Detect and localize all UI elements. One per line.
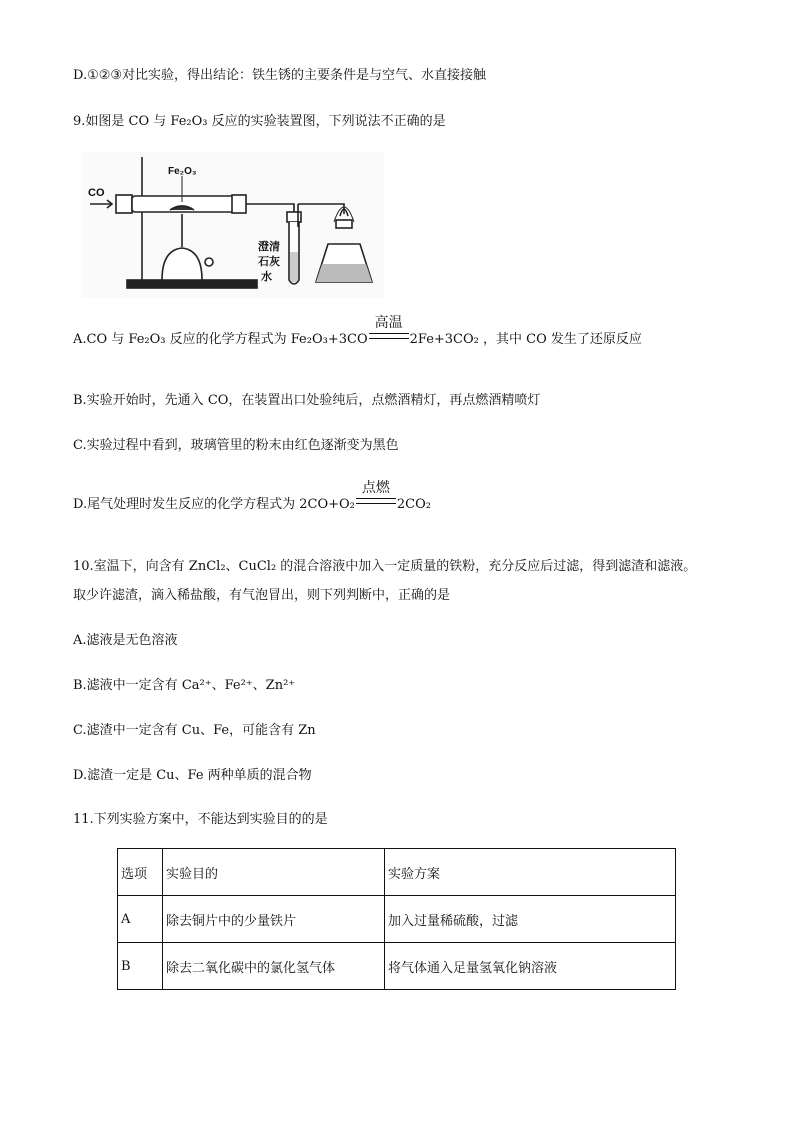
limewater-label-2: 石灰: [258, 255, 280, 268]
q10-option-b: B.滤液中一定含有 Ca²⁺、Fe²⁺、Zn²⁺: [73, 678, 296, 693]
table-row: [118, 896, 676, 943]
q8-option-d: D.①②③对比实验，得出结论：铁生锈的主要条件是与空气、水直接接触: [73, 68, 487, 83]
q9-stem: 9.如图是 CO 与 Fe₂O₃ 反应的实验装置图，下列说法不正确的是: [73, 114, 446, 129]
co-inlet-label: CO: [88, 187, 105, 199]
q9-option-a-lhs: Fe₂O₃+3CO: [290, 332, 368, 347]
cell-option: B: [118, 943, 163, 990]
q10-option-d: D.滤渣一定是 Cu、Fe 两种单质的混合物: [73, 768, 312, 783]
q9-option-d-lhs: 2CO+O₂: [299, 497, 355, 512]
table-row: [118, 943, 676, 990]
q9-option-a-rhs: 2Fe+3CO₂: [409, 332, 479, 347]
header-option: 选项: [118, 849, 163, 896]
q10-stem-line1: 10.室温下，向含有 ZnCl₂、CuCl₂ 的混合溶液中加入一定质量的铁粉，充分反应后过滤，得到滤渣和滤液。: [73, 559, 697, 574]
cell-plan: 加入过量稀硫酸，过滤: [385, 896, 676, 943]
header-purpose: 实验目的: [163, 849, 385, 896]
q9-option-a-suffix: ，其中 CO 发生了还原反应: [478, 332, 642, 347]
q9-option-c: C.实验过程中看到，玻璃管里的粉末由红色逐渐变为黑色: [73, 438, 399, 453]
equals-bar-icon: [356, 498, 396, 504]
condition-label: 点燃: [361, 480, 390, 496]
limewater-label-3: 水: [261, 270, 272, 283]
limewater-label-1: 澄清: [258, 240, 280, 253]
q10-option-c: C.滤渣中一定含有 Cu、Fe，可能含有 Zn: [73, 723, 316, 738]
q11-table: [117, 848, 676, 990]
q9-option-d: [73, 480, 431, 514]
table-header-row: [118, 849, 676, 896]
q9-option-b: B.实验开始时，先通入 CO，在装置出口处验纯后，点燃酒精灯，再点燃酒精喷灯: [73, 393, 541, 408]
cell-purpose: 除去铜片中的少量铁片: [163, 896, 385, 943]
fe2o3-label: Fe₂O₃: [168, 166, 197, 177]
reaction-condition-high-temp: [369, 315, 409, 349]
q10-option-a: A.滤液是无色溶液: [73, 633, 178, 648]
cell-plan: 将气体通入足量氢氧化钠溶液: [385, 943, 676, 990]
q9-option-a-prefix: A.CO 与 Fe₂O₃ 反应的化学方程式为: [73, 332, 291, 347]
q9-option-d-prefix: D.尾气处理时发生反应的化学方程式为: [73, 497, 300, 512]
q10-stem-line2: 取少许滤渣，滴入稀盐酸，有气泡冒出，则下列判断中，正确的是: [73, 588, 451, 603]
q11-stem: 11.下列实验方案中，不能达到实验目的的是: [73, 812, 328, 827]
cell-option: A: [118, 896, 163, 943]
cell-purpose: 除去二氧化碳中的氯化氢气体: [163, 943, 385, 990]
equals-bar-icon: [369, 333, 409, 339]
condition-label: 高温: [374, 315, 403, 331]
q9-option-a: [73, 315, 642, 349]
q9-option-d-rhs: 2CO₂: [396, 497, 431, 512]
co-fe2o3-apparatus-figure: [82, 152, 384, 298]
reaction-condition-ignite: [356, 480, 396, 514]
header-plan: 实验方案: [385, 849, 676, 896]
